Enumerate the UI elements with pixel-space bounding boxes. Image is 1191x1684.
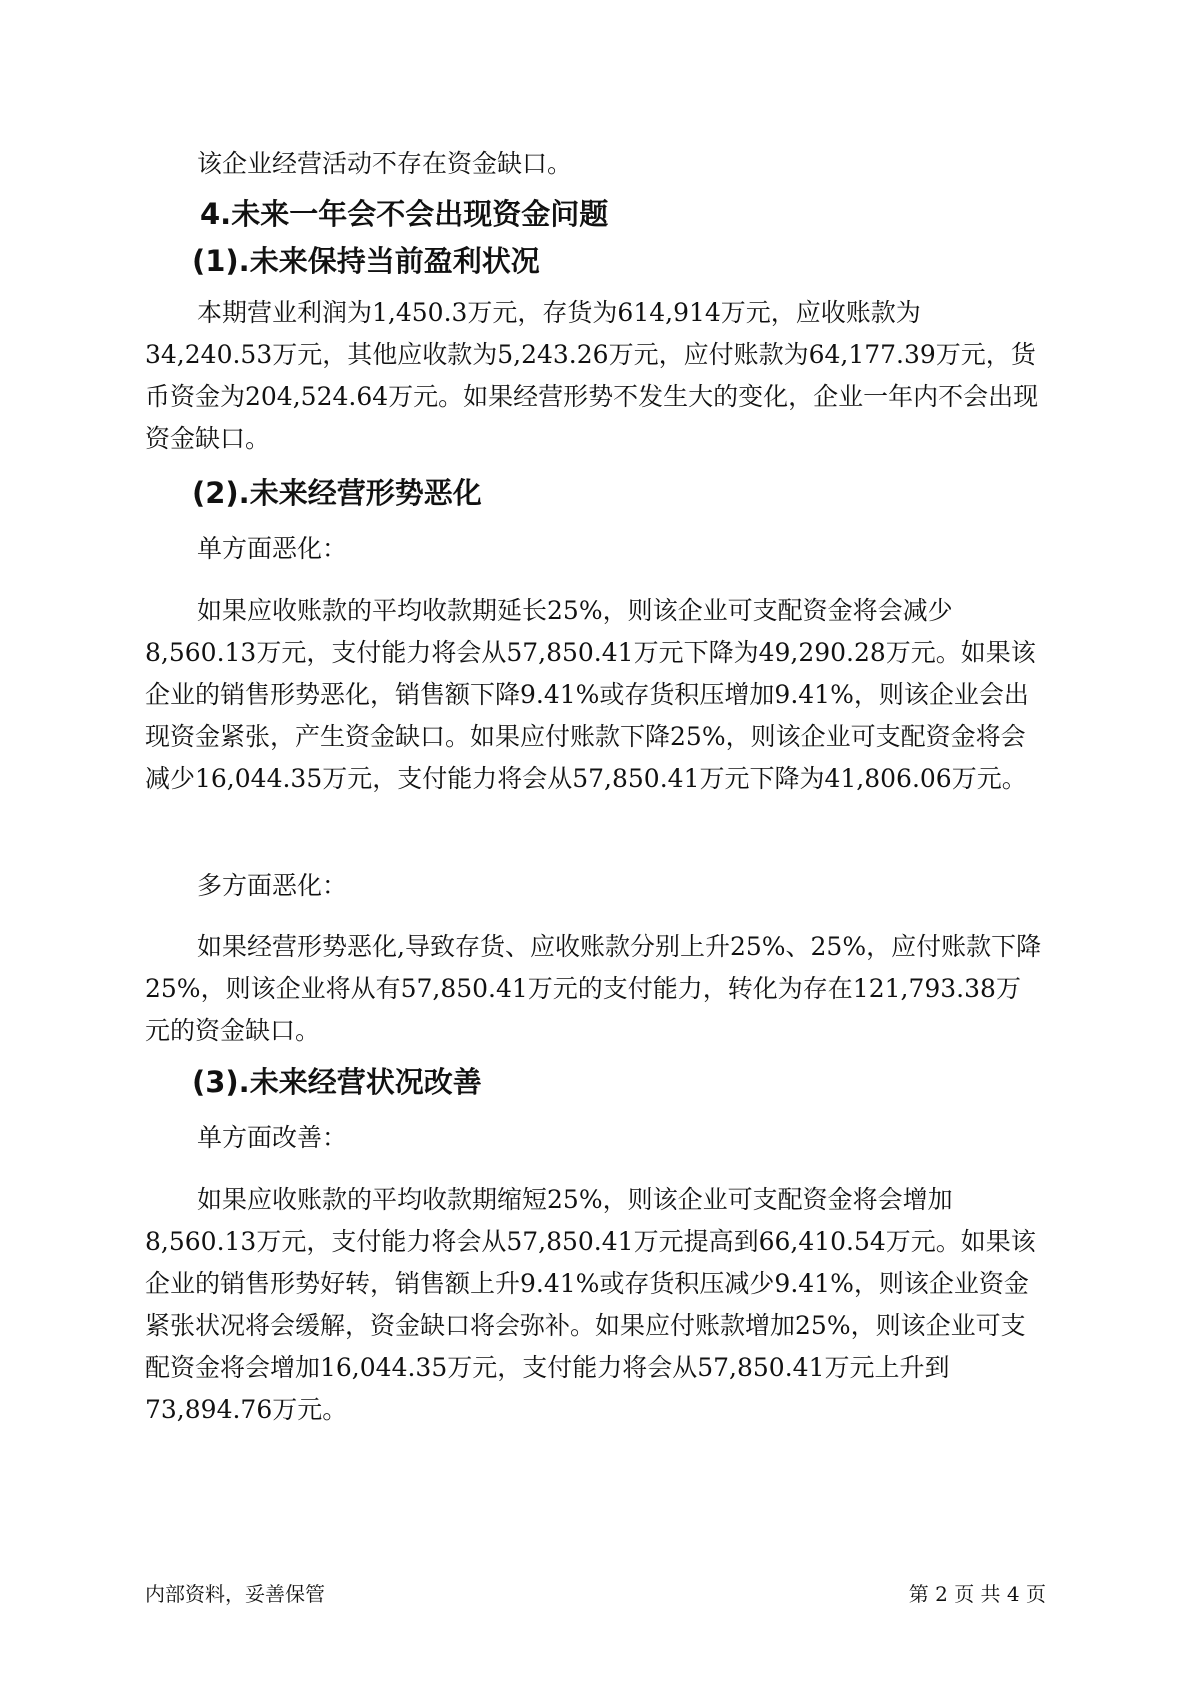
section-heading-future-year: 4.未来一年会不会出现资金问题: [200, 197, 609, 231]
subheading-improvement: (3).未来经营状况改善: [192, 1065, 482, 1099]
paragraph-multi-worsening: 如果经营形势恶化,导致存货、应收账款分别上升25%、25%，应付账款下降25%，则该企业将从有57,850.41万元的支付能力，转化为存在121,793.38万元的资金缺口。: [145, 932, 1042, 1045]
paragraph-single-worsening: 如果应收账款的平均收款期延长25%，则该企业可支配资金将会减少8,560.13万元，支付能力将会从57,850.41万元下降为49,290.28万元。如果该企业的销售形势恶化，销售额下降9.41%或存货积压增加9.41%，则该企业会出现资金紧张，产生资金缺口。如果应付账款下降25%，则该企业可支配资金将会减少16,044.35万元，支付能力将会从57,850.41万元下降为41,806.06万元。: [145, 596, 1036, 793]
paragraph-no-funding-gap: 该企业经营活动不存在资金缺口。: [197, 149, 573, 178]
subheading-current-profit: (1).未来保持当前盈利状况: [192, 244, 540, 278]
label-single-improvement: 单方面改善：: [197, 1123, 348, 1152]
footer-page-number: 第 2 页 共 4 页: [908, 1582, 1046, 1606]
label-single-worsening: 单方面恶化：: [197, 534, 348, 563]
paragraph-current-profit: 本期营业利润为1,450.3万元，存货为614,914万元，应收账款为34,240.53万元，其他应收款为5,243.26万元，应付账款为64,177.39万元，货币资金为204,524.64万元。如果经营形势不发生大的变化，企业一年内不会出现资金缺口。: [145, 298, 1039, 453]
label-multi-worsening: 多方面恶化：: [197, 871, 348, 900]
footer-confidential: 内部资料，妥善保管: [145, 1582, 325, 1606]
paragraph-single-improvement: 如果应收账款的平均收款期缩短25%，则该企业可支配资金将会增加8,560.13万元，支付能力将会从57,850.41万元提高到66,410.54万元。如果该企业的销售形势好转，销售额上升9.41%或存货积压减少9.41%，则该企业资金紧张状况将会缓解，资金缺口将会弥补。如果应付账款增加25%，则该企业可支配资金将会增加16,044.35万元，支付能力将会从57,850.41万元上升到73,894.76万元。: [145, 1185, 1036, 1424]
subheading-worsening: (2).未来经营形势恶化: [192, 476, 482, 510]
